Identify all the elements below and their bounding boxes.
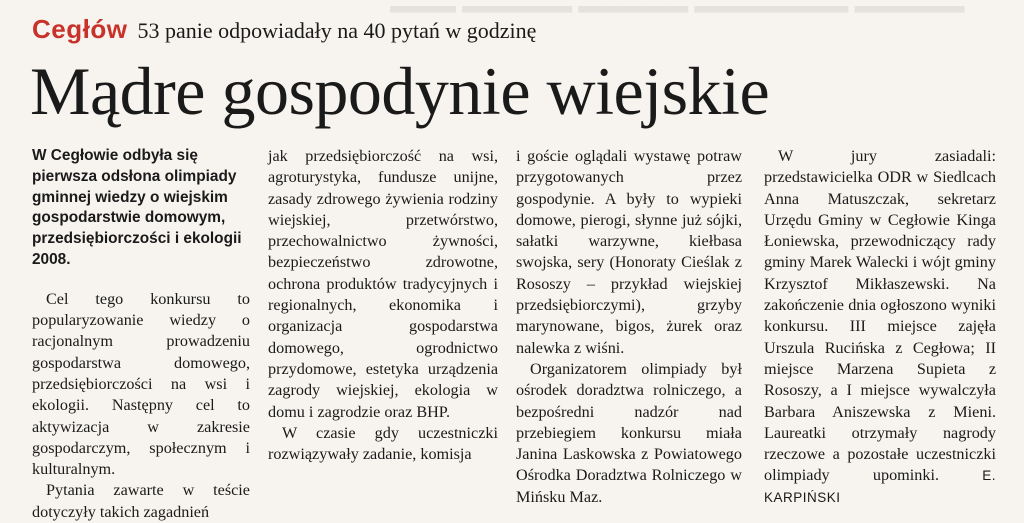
paragraph: Organizatorem olimpiady był ośrodek doradztwa rolniczego, a bezpośredni nadzór nad przebiegiem konkursu miała Janina Laskowska z Powiatowego Ośrodka Doradztwa Rolniczego w Mińsku Maz. — [516, 359, 742, 506]
paragraph: Pytania zawarte w teście dotyczyły takich zagadnień — [32, 481, 250, 521]
paragraph-text: W jury zasiadali: przedstawicielka ODR w Siedlcach Anna Matuszczak, sekretarz Urzędu Gminy w Cegłowie Kinga Łoniewska, przewodniczący rady gminy Marek Walecki i wójt gminy Krzysztof Mikłaszewski. Na zakończenie dnia ogłoszono wyniki konkursu. III miejsce zajęła Urszula Rucińska z Cegłowa; II miejsce Marzena Supieta z Rososzy, a I miejsce wywalczyła Barbara Aniszewska z Mieni. Laureatki otrzymały nagrody rzeczowe a pozostałe uczestniczki olimpiady upominki. — [764, 147, 996, 485]
kicker-text: 53 panie odpowiadały na 40 pytań w godzinę — [137, 18, 537, 43]
paragraph — [764, 146, 996, 508]
column-2 — [268, 146, 498, 465]
paragraph: i goście oglądali wystawę potraw przygotowanych przez gospodynie. A były to wypieki domowe, pierogi, słynne już sójki, sałatki warzywne, kiełbasa swojska, sery (Honoraty Cieślak z Rososzy – przykład wiejskiej przedsiębiorczymi), grzyby marynowane, bigos, żurek oraz nalewka z wiśni. — [516, 147, 742, 357]
column-3 — [516, 146, 742, 508]
paragraph: Cel tego konkursu to popularyzowanie wiedzy o racjonalnym prowadzeniu gospodarstwa domowego, przedsiębiorczości na wsi i ekologii. Następny cel to aktywizacja w zakresie gospodarczym, społecznym i kulturalnym. — [32, 289, 250, 479]
kicker — [32, 14, 536, 54]
paragraph: W czasie gdy uczestniczki rozwiązywały zadanie, komisja — [268, 423, 498, 464]
bleed-through-text: ▬▬▬ ▬▬▬▬▬ ▬▬▬▬▬ ▬▬▬▬▬▬▬ ▬▬▬▬▬ — [390, 1, 965, 26]
column-4 — [764, 146, 996, 508]
headline: Mądre gospodynie wiejskie — [30, 53, 770, 129]
lead-paragraph: W Cegłowie odbyła się pierwsza odsłona olimpiady gminnej wiedzy o wiejskim gospodarstwie domowym, przedsiębiorczości i ekologii 2008. — [32, 147, 242, 268]
column-1 — [32, 146, 250, 523]
kicker-place: Cegłów — [32, 14, 128, 44]
byline: E. KARPIŃSKI — [764, 468, 997, 505]
paragraph: jak przedsiębiorczość na wsi, agroturystyka, fundusze unijne, zasady zdrowego żywienia rodziny wiejskiej, przetwórstwo, przechowalnictwo żywności, bezpieczeństwo zdrowotne, ochrona produktów tradycyjnych i regionalnych, ekonomika i organizacja gospodarstwa domowego, ogrodnictwo przydomowe, estetyka urządzenia zagrody wiejskiej, ekologia w domu i zagrodzie oraz BHP. — [268, 147, 498, 421]
